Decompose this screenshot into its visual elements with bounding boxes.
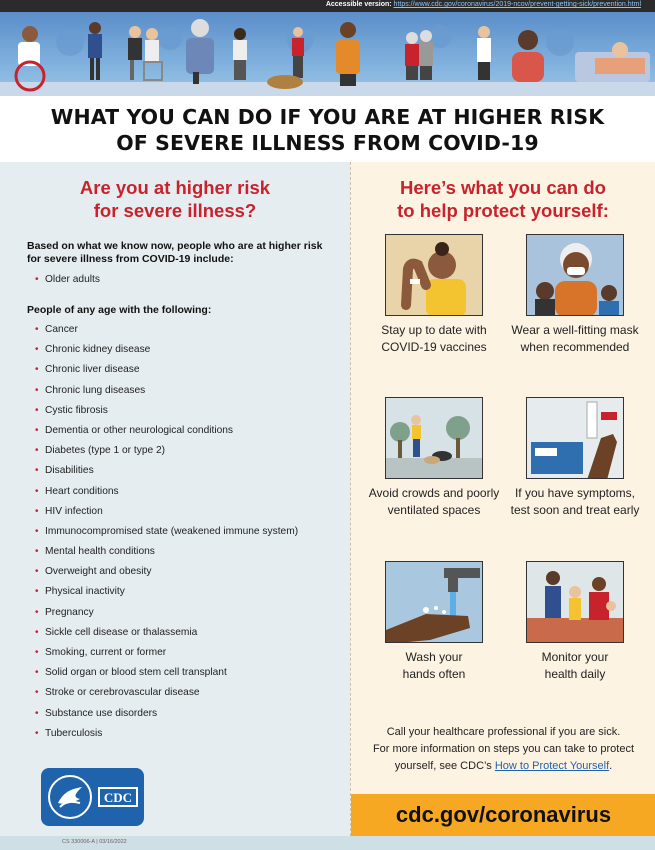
page-title [0, 96, 655, 156]
tip-caption-line-2: hands often [402, 667, 466, 681]
family-illustration [526, 561, 624, 643]
title-line-1: WHAT YOU CAN DO IF YOU ARE AT HIGHER RISK [50, 105, 605, 129]
tip-testing [505, 397, 645, 519]
tip-caption [505, 322, 645, 356]
condition-item: • Chronic liver disease [35, 360, 350, 380]
tip-caption [505, 649, 645, 683]
people-illustration [0, 12, 655, 96]
hhs-seal-icon [48, 775, 92, 819]
mask-illustration [526, 234, 624, 316]
protect-heading-line-2: to help protect yourself: [397, 200, 609, 221]
condition-item: • HIV infection [35, 502, 350, 522]
cdc-wordmark: CDC [98, 787, 138, 807]
condition-item: • Solid organ or blood stem cell transplant [35, 663, 350, 683]
accessible-version-text [326, 1, 641, 8]
tip-monitor [505, 561, 645, 683]
tip-caption-line-2: ventilated spaces [387, 503, 481, 517]
tip-caption-line-1: Wash your [405, 650, 463, 664]
condition-item: • Stroke or cerebrovascular disease [35, 683, 350, 703]
condition-item: • Immunocompromised state (weakened immune system) [35, 522, 350, 542]
note-line-3: yourself, see CDC’s [394, 760, 495, 772]
tip-caption-line-2: test soon and treat early [510, 503, 640, 517]
risk-column [0, 162, 350, 836]
tip-caption-line-1: Wear a well-fitting mask [511, 323, 639, 337]
condition-item: • Chronic lung diseases [35, 381, 350, 401]
tip-caption [364, 649, 504, 683]
publication-code: CS 330006-A | 03/16/2022 [62, 839, 127, 845]
tip-caption [364, 485, 504, 519]
protect-column [350, 162, 655, 836]
accessible-bar [0, 0, 655, 12]
condition-item: • Smoking, current or former [35, 643, 350, 663]
list-item: • Older adults [35, 270, 350, 290]
condition-item: • Cancer [35, 320, 350, 340]
tip-caption [364, 322, 504, 356]
tip-wash-hands [364, 561, 504, 683]
condition-item: • Dementia or other neurological conditions [35, 421, 350, 441]
condition-item: • Sickle cell disease or thalassemia [35, 623, 350, 643]
older-list [35, 270, 350, 290]
test-kit-illustration [526, 397, 624, 479]
risk-heading-line-1: Are you at higher risk [79, 177, 271, 198]
tip-caption-line-1: Stay up to date with [381, 323, 487, 337]
cdc-url-banner[interactable]: cdc.gov/coronavirus [351, 794, 655, 836]
condition-item: • Heart conditions [35, 482, 350, 502]
accessible-link[interactable]: https://www.cdc.gov/coronavirus/2019-ncov/prevent-getting-sick/prevention.html [393, 1, 641, 8]
note-period: . [609, 760, 613, 772]
tip-vaccine [364, 234, 504, 356]
tip-crowds [364, 397, 504, 519]
tip-mask [505, 234, 645, 356]
protect-heading-line-1: Here’s what you can do [400, 177, 606, 198]
note-line-1: Call your healthcare professional if you are sick. [386, 726, 621, 738]
title-line-2: OF SEVERE ILLNESS FROM COVID-19 [116, 131, 539, 155]
risk-heading [0, 176, 350, 222]
people-illustration-banner [0, 12, 655, 96]
tip-caption [505, 485, 645, 519]
condition-item: • Overweight and obesity [35, 562, 350, 582]
condition-item: • Pregnancy [35, 603, 350, 623]
tip-caption-line-1: Avoid crowds and poorly [368, 486, 500, 500]
condition-item: • Chronic kidney disease [35, 340, 350, 360]
title-band [0, 96, 655, 162]
accessible-label: Accessible version: [325, 1, 392, 8]
condition-item: • Substance use disorders [35, 704, 350, 724]
tip-caption-line-1: If you have symptoms, [514, 486, 636, 500]
condition-item: • Cystic fibrosis [35, 401, 350, 421]
walking-dog-illustration [385, 397, 483, 479]
tip-caption-line-2: COVID-19 vaccines [381, 340, 487, 354]
risk-intro: Based on what we know now, people who are at higher risk for severe illness from COVID-19 include: [27, 240, 323, 265]
conditions-subheading: People of any age with the following: [27, 304, 212, 316]
tip-caption-line-2: health daily [544, 667, 606, 681]
handwashing-illustration [385, 561, 483, 643]
condition-item: • Physical inactivity [35, 582, 350, 602]
tip-caption-line-2: when recommended [520, 340, 630, 354]
footer-strip [0, 836, 655, 850]
condition-item: • Tuberculosis [35, 724, 350, 744]
note-line-2: For more information on steps you can take to protect [372, 743, 635, 755]
risk-heading-line-2: for severe illness? [93, 200, 257, 221]
healthcare-note [351, 724, 655, 775]
vaccine-illustration [385, 234, 483, 316]
conditions-list [35, 320, 350, 744]
tip-caption-line-1: Monitor your [541, 650, 609, 664]
protect-heading [351, 176, 655, 222]
condition-item: • Mental health conditions [35, 542, 350, 562]
condition-item: • Disabilities [35, 461, 350, 481]
how-to-protect-link[interactable]: How to Protect Yourself [494, 760, 610, 772]
cdc-logo [41, 768, 144, 826]
condition-item: • Diabetes (type 1 or type 2) [35, 441, 350, 461]
